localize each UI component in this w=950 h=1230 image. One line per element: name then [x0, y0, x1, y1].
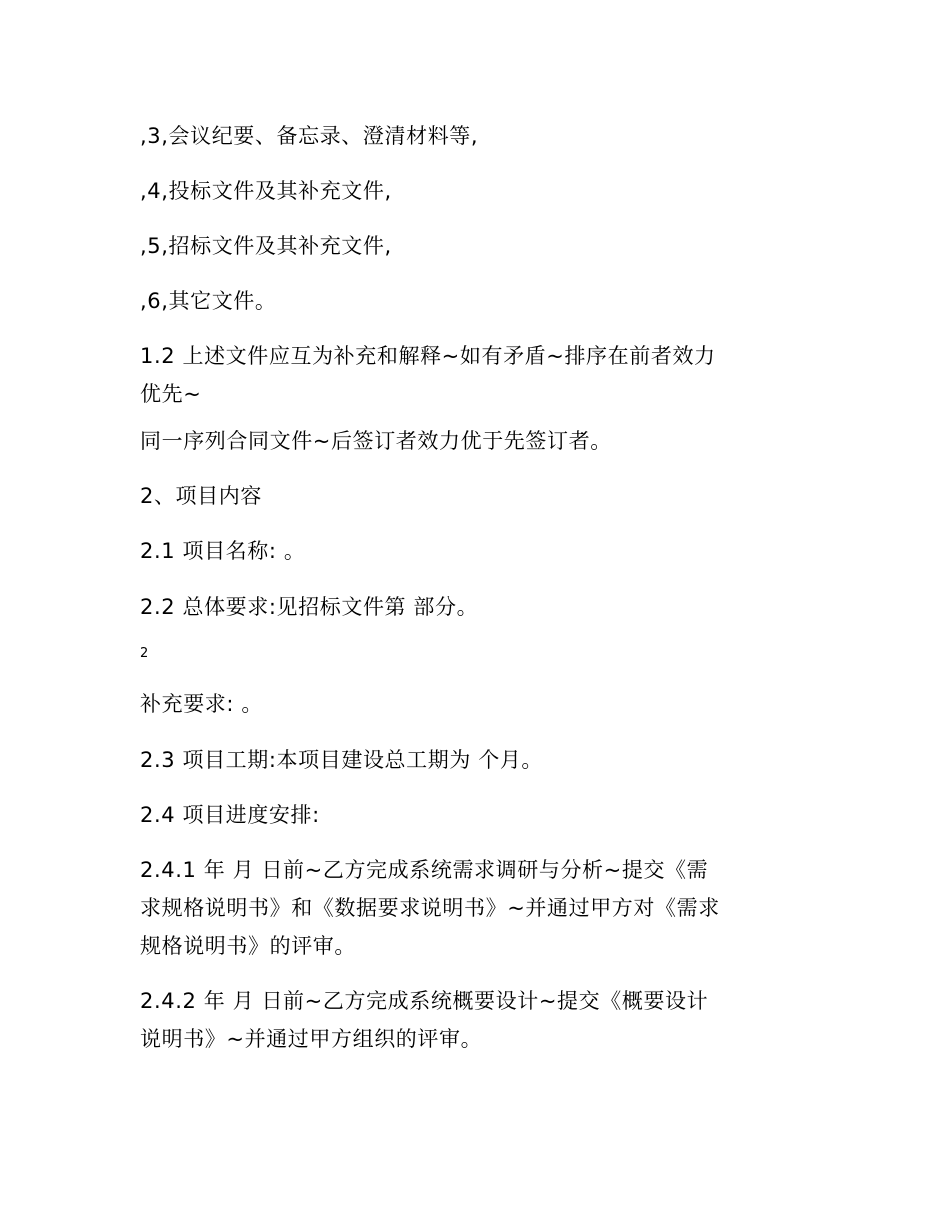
clause-1-2-line-2: 优先~	[140, 382, 202, 406]
clause-2-3: 2.3 项目工期:本项目建设总工期为 个月。	[140, 748, 544, 772]
clause-2-2: 2.2 总体要求:见招标文件第 部分。	[140, 595, 479, 619]
list-item-5: ,5,招标文件及其补充文件,	[140, 234, 392, 258]
list-item-6: ,6,其它文件。	[140, 289, 277, 313]
clause-2-4-2-line-1: 2.4.2 年 月 日前~乙方完成系统概要设计~提交《概要设计	[140, 989, 709, 1013]
clause-2-4: 2.4 项目进度安排:	[140, 803, 320, 827]
clause-2-4-1-line-3: 规格说明书》的评审。	[140, 934, 356, 958]
clause-1-2-line-3: 同一序列合同文件~后签订者效力优于先签订者。	[140, 429, 612, 453]
list-item-3: ,3,会议纪要、备忘录、澄清材料等,	[140, 124, 479, 148]
clause-2-1: 2.1 项目名称: 。	[140, 539, 306, 563]
clause-2-4-1-line-2: 求规格说明书》和《数据要求说明书》~并通过甲方对《需求	[140, 896, 720, 920]
clause-2-4-2-line-2: 说明书》~并通过甲方组织的评审。	[140, 1027, 483, 1051]
list-item-4: ,4,投标文件及其补充文件,	[140, 179, 392, 203]
section-heading-2: 2、项目内容	[140, 484, 262, 508]
clause-1-2-line-1: 1.2 上述文件应互为补充和解释~如有矛盾~排序在前者效力	[140, 344, 716, 368]
supplementary-requirements: 补充要求: 。	[140, 692, 263, 716]
clause-2-4-1-line-1: 2.4.1 年 月 日前~乙方完成系统需求调研与分析~提交《需	[140, 858, 709, 882]
page-number: 2	[140, 646, 149, 661]
